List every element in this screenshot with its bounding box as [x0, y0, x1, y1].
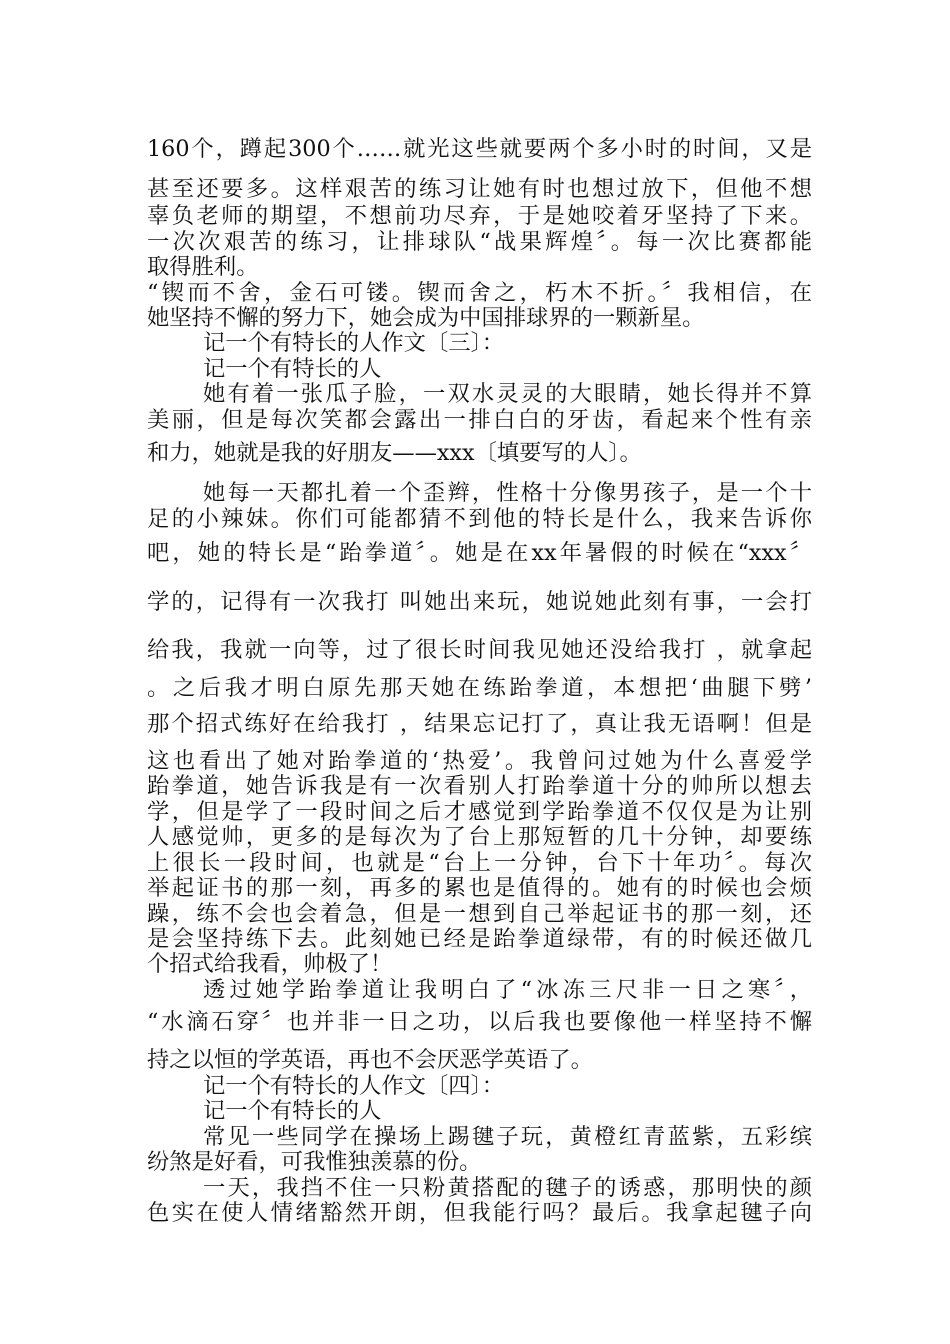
section-heading: 记一个有特长的人作文〔四〕：	[203, 1073, 505, 1099]
text-line: 学，但是学了一段时间之后才感觉到学跆拳道不仅仅是为让别	[147, 799, 812, 825]
text-line: 透过她学跆拳道让我明白了“冰冻三尺非一日之寒〞，	[203, 977, 812, 1003]
text-line: 个招式给我看，帅极了！	[147, 951, 393, 977]
text-line: 跆拳道，她告诉我是有一次看别人打跆拳道十分的帅所以想去	[147, 773, 812, 799]
text-line: 给我，我就一向等，过了很长时间我见她还没给我打 ，就拿起	[147, 637, 812, 663]
text-line: 一次次艰苦的练习，让排球队“战果辉煌〞。每一次比赛都能	[147, 229, 812, 255]
section-heading: 记一个有特长的人作文〔三〕：	[203, 330, 505, 356]
text-line: 一天，我挡不住一只粉黄搭配的毽子的诱惑，那明快的颜	[203, 1175, 812, 1201]
text-line: 纷煞是好看，可我惟独羡慕的份。	[147, 1149, 482, 1175]
text-line: “水滴石穿〞也并非一日之功，以后我也要像他一样坚持不懈	[147, 1009, 812, 1035]
text-line: 躁，练不会也会着急，但是一想到自己举起证书的那一刻，还	[147, 901, 812, 927]
text-line: 色实在使人情绪豁然开朗，但我能行吗？最后。我拿起毽子向	[147, 1200, 812, 1226]
text-line: 吧，她的特长是“跆拳道〞。她是在xx年暑假的时候在“xxx〞	[147, 540, 812, 566]
text-line: 甚至还要多。这样艰苦的练习让她有时也想过放下，但他不想	[147, 176, 812, 202]
text-line: 。之后我才明白原先那天她在练跆拳道，本想把‘曲腿下劈’	[147, 675, 812, 701]
text-line: 举起证书的那一刻，再多的累也是值得的。她有的时候也会烦	[147, 875, 812, 901]
text-line: 美丽，但是每次笑都会露出一排白白的牙齿，看起来个性有亲	[147, 407, 812, 433]
text-line: 她坚持不懈的努力下，她会成为中国排球界的一颗新星。	[147, 305, 705, 331]
text-line: 辜负老师的期望，不想前功尽弃，于是她咬着牙坚持了下来。	[147, 203, 812, 229]
text-line: 学的，记得有一次我打 叫她出来玩，她说她此刻有事，一会打	[147, 589, 812, 615]
text-line: 和力，她就是我的好朋友——xxx〔填要写的人〕。	[147, 440, 642, 466]
text-line: 160个，蹲起300个……就光这些就要两个多小时的时间，又是	[147, 136, 812, 162]
text-line: 常见一些同学在操场上踢毽子玩，黄橙红青蓝紫，五彩缤	[203, 1124, 812, 1150]
text-line: 她有着一张瓜子脸，一双水灵灵的大眼睛，她长得并不算	[203, 381, 812, 407]
text-line: 取得胜利。	[147, 254, 259, 280]
text-line: 持之以恒的学英语，再也不会厌恶学英语了。	[147, 1047, 593, 1073]
text-line: 是会坚持练下去。此刻她已经是跆拳道绿带，有的时候还做几	[147, 926, 812, 952]
text-line: 人感觉帅，更多的是每次为了台上那短暂的几十分钟，却要练	[147, 824, 812, 850]
text-line: 她每一天都扎着一个歪辫，性格十分像男孩子，是一个十	[203, 480, 812, 506]
text-line: “锲而不舍，金石可镂。锲而舍之，朽木不折。〞我相信，在	[147, 280, 812, 306]
text-line: 那个招式练好在给我打 ，结果忘记打了，真让我无语啊！但是	[147, 711, 812, 737]
section-title: 记一个有特长的人	[203, 1098, 382, 1124]
section-title: 记一个有特长的人	[203, 356, 382, 382]
text-line: 足的小辣妹。你们可能都猜不到他的特长是什么，我来告诉你	[147, 506, 812, 532]
text-line: 上很长一段时间，也就是“台上一分钟，台下十年功〞。每次	[147, 850, 812, 876]
text-line: 这也看出了她对跆拳道的‘热爱’。我曾问过她为什么喜爱学	[147, 748, 812, 774]
